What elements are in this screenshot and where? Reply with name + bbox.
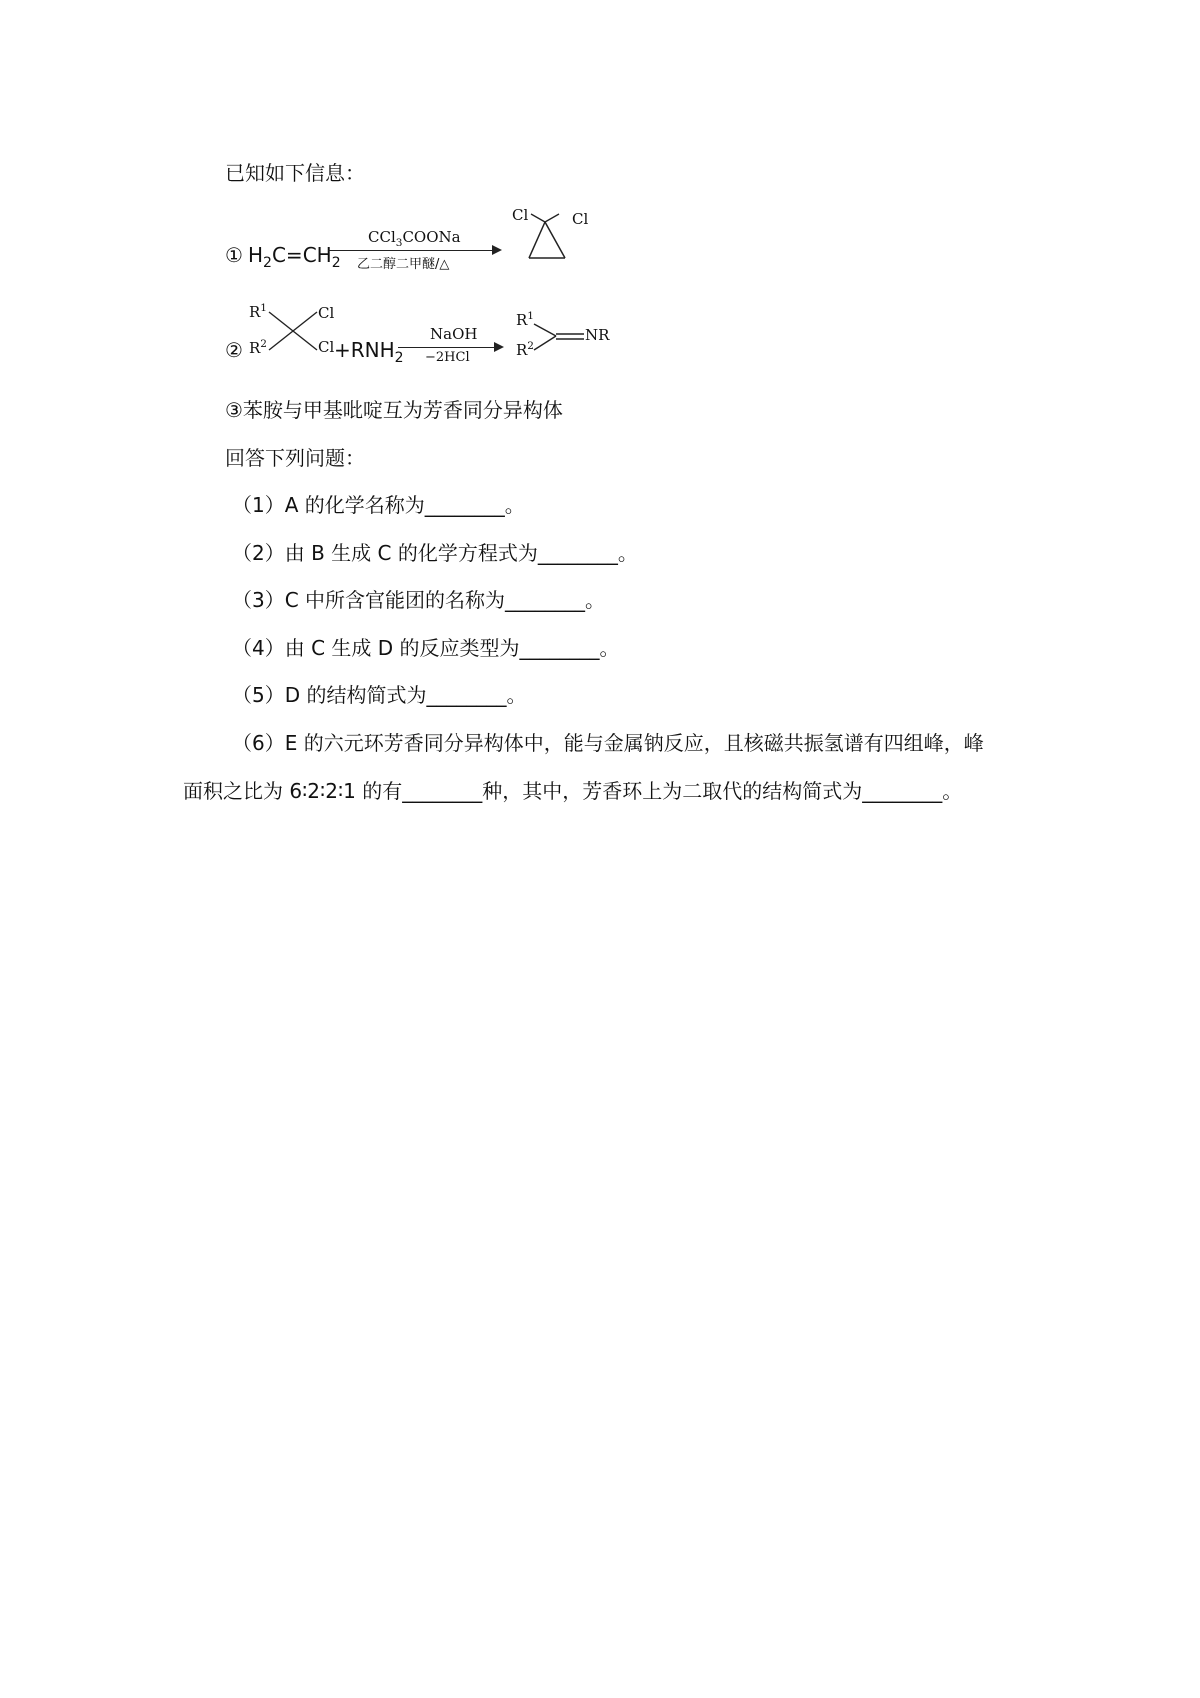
question-4: （4）由 C 生成 D 的反应类型为________。 <box>232 636 620 660</box>
intro-text: 已知如下信息： <box>225 161 365 185</box>
question-3: （3）C 中所含官能团的名称为________。 <box>232 588 606 612</box>
product-r1: $R^1$ <box>516 310 534 329</box>
reaction-2-reagent-top: NaOH <box>430 325 478 343</box>
reaction-2-reagent-bottom: −2HCl <box>425 350 470 365</box>
reaction-2-amine: $+RNH_2$ <box>334 338 404 366</box>
imine-structure <box>530 318 586 358</box>
reaction-1-marker: ① <box>225 243 243 267</box>
product-r2: $R^2$ <box>516 340 534 359</box>
reaction-1-reagent-bottom: 乙二醇二甲醚/△ <box>357 257 450 272</box>
question-6-line-1: （6）E 的六元环芳香同分异构体中，能与金属钠反应，且核磁共振氢谱有四组峰，峰 <box>232 731 984 755</box>
dichloride-structure <box>265 306 325 358</box>
answer-prompt: 回答下列问题： <box>225 446 365 470</box>
question-6-line-2: 面积之比为 6∶2∶2∶1 的有________种，其中，芳香环上为二取代的结构简式为________。 <box>183 779 963 803</box>
reaction-2-cl-top: Cl <box>318 304 335 322</box>
reaction-2-r1: $R^1$ <box>249 302 267 321</box>
product-cl-left: Cl <box>512 206 529 224</box>
reaction-2-cl-bottom: Cl <box>318 338 335 356</box>
question-1: （1）A 的化学名称为________。 <box>232 493 525 517</box>
reaction-2-arrow <box>398 347 502 348</box>
reaction-1-reactant: $H_2C=CH_2$ <box>248 243 341 271</box>
product-cl-right: Cl <box>572 210 589 228</box>
product-nr: NR <box>585 326 610 344</box>
reaction-1-arrow <box>328 250 500 251</box>
reaction-2-r2: $R^2$ <box>249 338 267 357</box>
question-2: （2）由 B 生成 C 的化学方程式为________。 <box>232 541 638 565</box>
info-3: ③苯胺与甲基吡啶互为芳香同分异构体 <box>225 398 563 422</box>
reaction-1-reagent-top: CCl$_3$COONa <box>368 228 461 249</box>
question-5: （5）D 的结构简式为________。 <box>232 683 527 707</box>
reaction-2-marker: ② <box>225 338 243 362</box>
